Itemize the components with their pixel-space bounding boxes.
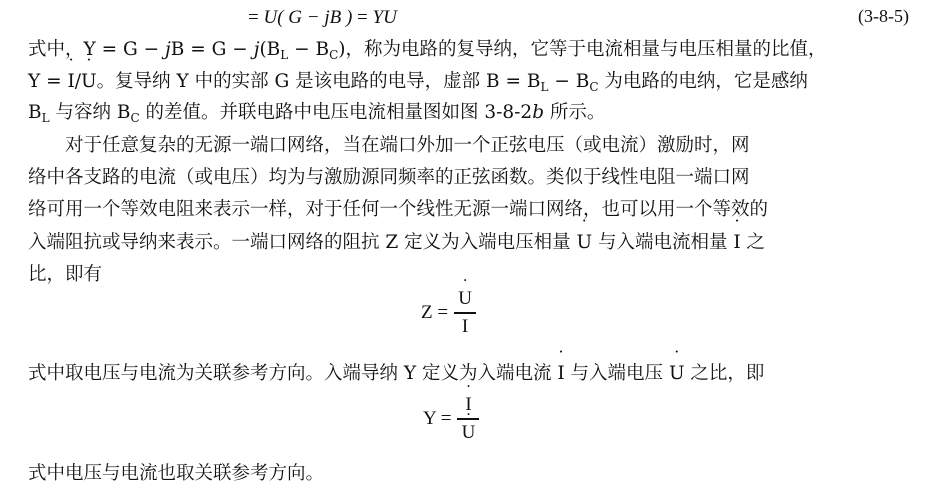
text-run: 与容纳 B <box>49 102 131 123</box>
fraction-denominator: I <box>461 315 469 337</box>
voltage-phasor: ˙ U <box>669 362 685 386</box>
text-line: 络可用一个等效电阻来表示一样，对于任何一个线性无源一端口网络，也可以用一个等效的 <box>28 199 769 220</box>
fraction-bar <box>454 312 476 314</box>
eq-text: ( G − jB ) <box>277 7 353 28</box>
text-line <box>28 231 765 255</box>
text-run: 之 <box>740 232 766 253</box>
equation-number: (3-8-5) <box>858 6 909 26</box>
subscript: C <box>329 48 339 62</box>
current-phasor: ˙ I <box>67 70 74 94</box>
fraction-denominator: ˙ U <box>459 422 479 444</box>
text-line <box>28 101 605 130</box>
text-line: 对于任意复杂的无源一端口网络，当在端口外加一个正弦电压（或电流）激励时，网 <box>28 135 750 156</box>
subscript: L <box>280 48 289 62</box>
text-run: − B <box>548 71 590 92</box>
text-line <box>28 38 827 67</box>
text-run: 的差值。并联电路中电压电流相量图如图 3-8-2 <box>139 102 533 123</box>
text-run: 入端阻抗或导纳来表示。一端口网络的阻抗 Z 定义为入端电压相量 <box>28 232 577 253</box>
voltage-phasor: ˙ U <box>383 6 397 30</box>
eq-text: = <box>352 7 373 28</box>
eq-text: Y <box>372 7 384 28</box>
fraction-numerator: ˙ I <box>462 394 474 416</box>
text-line: 式中电压与电流也取关联参考方向。 <box>28 463 325 484</box>
current-phasor: ˙ I <box>733 231 740 255</box>
text-line: 比，即有 <box>28 264 103 285</box>
eq-text: = <box>248 7 264 28</box>
voltage-phasor: ˙ U <box>263 6 277 30</box>
text-run: j <box>165 39 171 60</box>
eq-lhs: Z = <box>421 301 449 323</box>
text-run: / <box>74 71 82 92</box>
equation-3-8-5 <box>248 6 397 30</box>
impedance-equation <box>421 288 476 338</box>
subscript: L <box>540 80 549 94</box>
subscript: C <box>130 111 140 125</box>
text-run: 为电路的电纳，它是感纳 <box>598 71 808 92</box>
text-run: Y = <box>28 71 68 92</box>
text-run: 与入端电压 <box>564 363 669 384</box>
text-run: (B <box>259 39 281 60</box>
text-run: 。复导纳 Y 中的实部 G 是该电路的电导，虚部 B = B <box>96 71 541 92</box>
text-run: − B <box>288 39 330 60</box>
text-run: B <box>28 102 42 123</box>
text-line: 络中各支路的电流（或电压）均为与激励源同频率的正弦函数。类似于线性电阻一端口网 <box>28 167 750 188</box>
text-run: b <box>532 102 545 123</box>
text-line <box>28 70 808 99</box>
fraction <box>454 288 476 338</box>
eq-lhs: Y = <box>423 407 452 429</box>
text-run: 所示。 <box>544 102 606 123</box>
subscript: C <box>589 80 599 94</box>
text-run: B = G − <box>170 39 254 60</box>
text-run: 与入端电流相量 <box>592 232 734 253</box>
voltage-phasor: ˙ U <box>81 70 97 94</box>
text-run: )，称为电路的复导纳，它等于电流相量与电压相量的比值， <box>338 39 827 60</box>
subscript: L <box>41 111 50 125</box>
text-run: 之比，即 <box>684 363 765 384</box>
fraction-numerator: ˙ U <box>455 288 475 310</box>
voltage-phasor: ˙ U <box>577 231 593 255</box>
text-run: 式中取电压与电流为关联参考方向。入端导纳 Y 定义为入端电流 <box>28 363 558 384</box>
text-line <box>28 362 764 386</box>
text-run: 式中，Y = G − <box>28 39 166 60</box>
admittance-equation <box>423 394 479 444</box>
current-phasor: ˙ I <box>557 362 564 386</box>
text-run: j <box>253 39 260 60</box>
fraction <box>457 394 479 444</box>
